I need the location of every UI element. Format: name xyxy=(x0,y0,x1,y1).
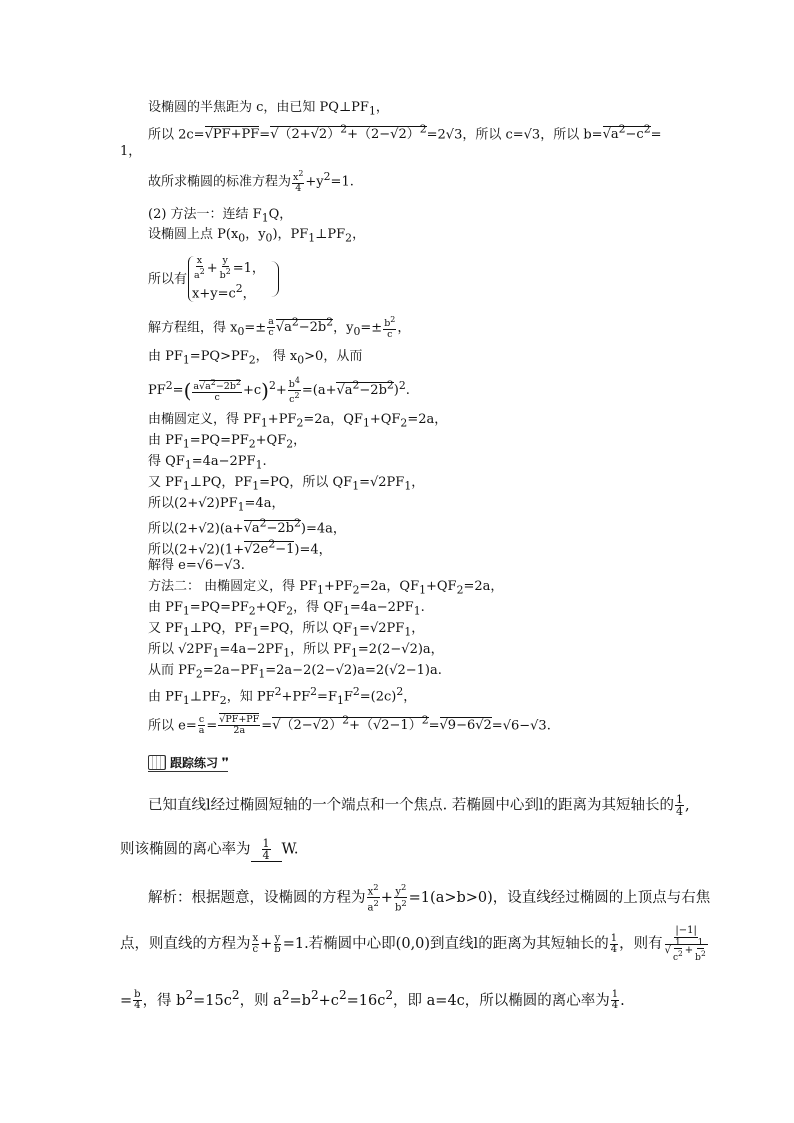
text-line: 方法二： 由椭圆定义，得 $PF_1+PF_2=2a$，$QF_1+QF_2=2a$， xyxy=(148,579,504,597)
text-line: 所以$(2+√2)(1+√2e^2-1)=4$， xyxy=(148,538,332,558)
text-line: 又 $PF_1\perp PQ$，$PF_1=PQ$，所以 $QF_1=√2PF_1$， xyxy=(148,621,425,639)
footprint-icon: ❜❜ xyxy=(222,756,229,768)
solution-line: = $\frac{b}{4}$ ，得 $b^2=15c^2$，则 $a^2=b^2+c^2=16c^2$，即 a=4c，所以椭圆的离心率为 $\frac{1}{4}$ . xyxy=(120,988,625,1012)
text-line: 从而 $PF_2=2a-PF_1=2a-2(2-√2)a=2(√2-1)a$. xyxy=(148,663,442,681)
solution-line: 解析：根据题意，设椭圆的方程为 $\frac{x^2}{a^2}$ + $\frac{y^2}{b^2}$ =1(a>b>0)，设直线经过椭圆的上顶点与右焦 xyxy=(148,882,711,914)
text-line: 设椭圆上点 $P(x_0$，$y_0$)，$PF_1\perp PF_2$， xyxy=(148,227,366,245)
exercise-question-cont: 则该椭圆的离心率为 $\frac{1}{4}$ W. xyxy=(120,837,299,862)
text-line: 由 $PF_1\perp PF_2$，知 $PF^2+PF^2=F_1F^2=(2c)^2$， xyxy=(148,685,417,707)
equation-system: 所以有 $\frac{x}{a^2}$ + $\frac{y}{b^2}$ =1， $x+y=c^2$， xyxy=(148,256,279,302)
text-line: 所以$(2+√2)PF_1=4a$， xyxy=(148,496,285,514)
text-line: 设椭圆的半焦距为 c，由已知 $PQ\perp PF_1$， xyxy=(148,100,389,118)
text-line: 由椭圆定义，得 $PF_1+PF_2=2a$，$QF_1+QF_2=2a$， xyxy=(148,412,448,430)
text-line: 所以$(2+√2)(a+√a^2-2b^2)=4a$， xyxy=(148,517,346,537)
text-line: 解得 e=√6−√3. xyxy=(148,558,245,573)
section-title: 跟踪练习 xyxy=(170,755,219,770)
text-line: 又 $PF_1\perp PQ$，$PF_1=PQ$，所以 $QF_1=√2PF_1$， xyxy=(148,475,425,493)
section-header xyxy=(148,754,228,772)
book-icon xyxy=(148,755,166,770)
text-line: 解方程组，得 $x_0=\pm$ $\frac{a}{c}$ $√a^2-2b^2$，$y_0=\pm$ $\frac{b^2}{c}$ ， xyxy=(148,315,411,341)
text-line: 所以 e= $\frac{c}{a}$ = $\frac{√PF+PF}{2a}$ $=√(2-√2)^2+(√2-1)^2=√9-6√2=√6-√3$. xyxy=(148,714,551,737)
text-line: 所以 $√2PF_1=4a-2PF_1$，所以 $PF_1=2(2-√2)a$， xyxy=(148,642,444,660)
text-line: 由 $PF_1=PQ=PF_2+QF_2$， xyxy=(148,433,307,451)
text-line: 所以 $2c=√PF+PF=√(2+√2)^2+(2-√2)^2=2√3$，所以 c=√3，所以 $b=√a^2-c^2=$ xyxy=(148,123,662,143)
exercise-question: 已知直线l经过椭圆短轴的一个端点和一个焦点. 若椭圆中心到l的距离为其短轴长的 $\frac{1}{4}$ , xyxy=(148,793,690,818)
text-line: 由 $PF_1=PQ>PF_2$， 得 $x_0>0$，从而 xyxy=(148,349,363,367)
text-line: $PF^2=$( $\frac{a√a^2-2b^2}{c}$ +c)$^2$+ $\frac{b^4}{c^2}$ $=(a+√a^2-2b^2)^2$. xyxy=(148,376,410,406)
text-line: (2) 方法一：连结 $F_1Q$， xyxy=(148,207,293,225)
text-line: 得 $QF_1=4a-2PF_1$. xyxy=(148,454,267,472)
text-line: 故所求椭圆的标准方程为 $\frac{x^2}{4}$ $+y^2=1$. xyxy=(148,169,354,195)
solution-line: 点，则直线的方程为 $\frac{x}{c}$ + $\frac{y}{b}$ =1.若椭圆中心即(0,0)到直线l的距离为其短轴长的 $\frac{1}{4}$ ，则有 |−1| √ $\frac{1}{c^2}$ + $\frac{1}{b^2}$ xyxy=(120,925,706,963)
text-line: 由 $PF_1=PQ=PF_2+QF_2$，得 $QF_1=4a-2PF_1$. xyxy=(148,600,425,618)
text-line: 1， xyxy=(120,144,142,159)
